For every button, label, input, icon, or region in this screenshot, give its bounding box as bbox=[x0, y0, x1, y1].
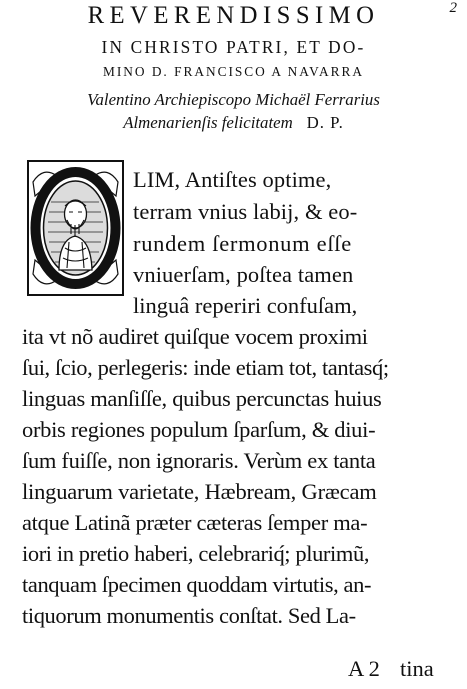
heading-line-4: Valentino Archiepiscopo Michaël Ferrarius bbox=[87, 90, 380, 109]
heading-line-3: MINO D. FRANCISCO A NAVARRA bbox=[102, 64, 365, 79]
body-line-12: atque Latinã præter cæteras ſemper ma- bbox=[22, 510, 368, 535]
body-line-3: rundem ſermonum eſſe bbox=[133, 231, 352, 256]
heading-line-5 bbox=[3, 113, 465, 133]
greeting-text: Almenarienſis felicitatem bbox=[123, 113, 293, 132]
body-line-14: tanquam ſpecimen quoddam virtutis, an- bbox=[22, 572, 372, 597]
heading-line-1: REVERENDISSIMO bbox=[87, 2, 380, 29]
body-line-1: LIM, Antiſtes optime, bbox=[133, 167, 332, 192]
catchword: tina bbox=[400, 656, 434, 681]
body-line-7: ſui, ſcio, perlegeris: inde etiam tot, tantasq́; bbox=[22, 355, 389, 380]
body-line-13: iori in pretio haberi, celebrariq́; plurimũ, bbox=[22, 541, 370, 566]
body-line-6: ita vt nõ audiret quiſque vocem proximi bbox=[22, 324, 368, 349]
body-line-2: terram vnius labij, & eo- bbox=[133, 199, 358, 224]
body-line-9: orbis regiones populum ſparſum, & diui- bbox=[22, 417, 376, 442]
folio-number: 2 bbox=[449, 0, 457, 16]
body-line-15: tiquorum monumentis conſtat. Sed La- bbox=[22, 603, 356, 628]
body-line-5: linguâ reperiri confuſam, bbox=[133, 293, 358, 318]
body-line-4: vniuerſam, poſtea tamen bbox=[133, 262, 354, 287]
body-line-8: linguas manſiſſe, quibus percunctas huius bbox=[22, 386, 382, 411]
decorated-initial bbox=[27, 160, 124, 296]
greeting-abbrev: D. P. bbox=[306, 113, 344, 132]
body-line-10: ſum fuiſſe, non ignoraris. Verùm ex tanta bbox=[22, 448, 376, 473]
signature-mark: A 2 bbox=[348, 656, 380, 681]
heading-line-2: IN CHRISTO PATRI, ET DO- bbox=[101, 37, 366, 57]
portrait-initial-icon bbox=[29, 162, 122, 294]
body-line-11: linguarum varietate, Hæbream, Græcam bbox=[22, 479, 377, 504]
